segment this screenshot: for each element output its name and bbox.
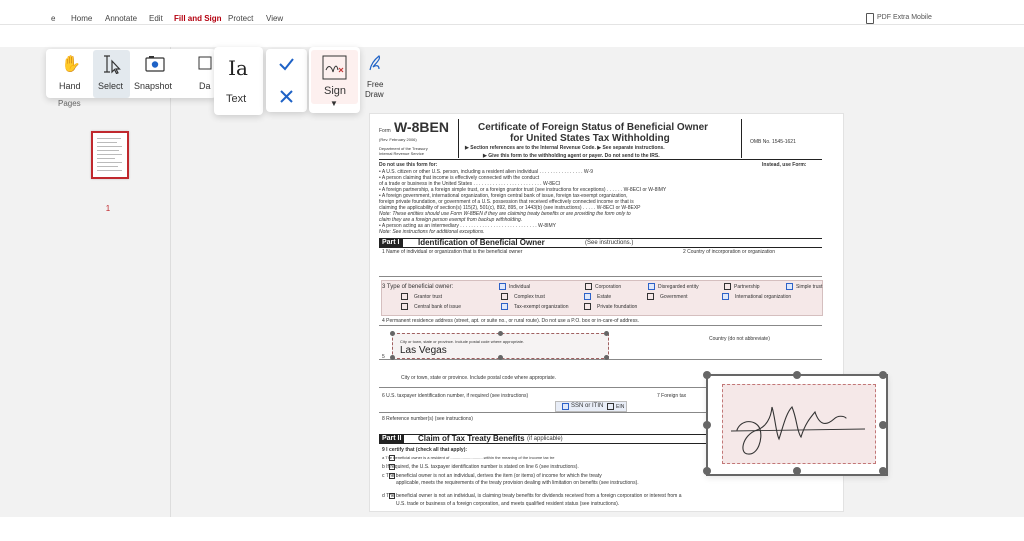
label-individual: Individual xyxy=(509,284,531,290)
text-icon: Ia xyxy=(228,56,248,80)
line-9d-continued: U.S. trade or business of a foreign corporation, and meets qualified resident status (see instructions). xyxy=(396,501,620,507)
form-title: Certificate of Foreign Status of Beneficial Owner xyxy=(478,122,709,133)
resize-handle[interactable] xyxy=(390,331,395,336)
line-9a: a The beneficial owner is a resident of ..............................within the meaning of the income tax tre xyxy=(382,455,555,460)
app-name[interactable]: PDF Extra Mobile xyxy=(877,14,932,21)
form-title-line2: for United States Tax Withholding xyxy=(510,133,670,144)
bullet-4: • A foreign partnership, a foreign simple trust, or a foreign grantor trust (see instructions for exceptions) . . . . . . W-8ECI or W-8IMY xyxy=(379,187,667,193)
date-label: Da xyxy=(199,81,211,91)
menu-fill-and-sign[interactable]: Fill and Sign xyxy=(174,14,222,23)
city-field[interactable] xyxy=(392,333,609,359)
department: Department of the Treasury xyxy=(379,146,428,151)
bullet-1: • A U.S. citizen or other U.S. person, including a resident alien individual . . . . . . . . . . . . . . . . W-9 xyxy=(379,169,593,175)
hand-icon: ✋ xyxy=(61,56,81,73)
checkbox-ein[interactable] xyxy=(607,403,614,410)
menu-bar xyxy=(0,0,1024,46)
checkbox-grantor-trust[interactable] xyxy=(401,293,408,300)
text-label: Text xyxy=(226,93,247,105)
checkbox-9b[interactable] xyxy=(389,464,395,470)
checkbox-disregarded-entity[interactable] xyxy=(648,283,655,290)
label-complex-trust: Complex trust xyxy=(514,294,545,300)
part-1-label: Part I xyxy=(379,239,403,247)
sign-label: Sign xyxy=(324,85,347,97)
part-1-header xyxy=(379,238,822,248)
select-cursor-icon xyxy=(103,54,121,74)
calendar-icon xyxy=(198,56,212,70)
city-label-2: City or town, state or province. Include postal code where appropriate. xyxy=(401,375,557,381)
line-5-label: 5 xyxy=(382,354,385,360)
checkbox-ssn[interactable] xyxy=(562,403,569,410)
resize-handle[interactable] xyxy=(879,421,887,429)
bullet-9: claim they are a foreign person exempt from backup withholding. xyxy=(379,217,523,223)
resize-handle[interactable] xyxy=(793,371,801,379)
checkbox-9c[interactable] xyxy=(389,473,395,479)
page-thumbnail[interactable] xyxy=(91,131,129,179)
free-draw-label-2: Draw xyxy=(365,90,384,99)
checkbox-partnership[interactable] xyxy=(724,283,731,290)
cross-icon[interactable] xyxy=(279,89,294,104)
line-7-label: 7 Foreign tax xyxy=(657,393,687,399)
resize-handle[interactable] xyxy=(604,355,609,360)
label-ein: EIN xyxy=(616,404,625,410)
bullet-6: foreign private foundation, or government of a U.S. possession that received effectively connected income or that is xyxy=(379,199,634,205)
line-9c: c The beneficial owner is not an individual, derives the item (or items) of income for which the treaty xyxy=(382,473,602,479)
irs-label: Internal Revenue Service xyxy=(379,151,424,156)
line-9-label: 9 I certify that (check all that apply): xyxy=(382,447,468,453)
form-number: W-8BEN xyxy=(394,119,449,135)
checkbox-complex-trust[interactable] xyxy=(501,293,508,300)
part-1-title: Identification of Beneficial Owner xyxy=(418,238,545,247)
checkbox-individual[interactable] xyxy=(499,283,506,290)
checkbox-9d[interactable] xyxy=(389,493,395,499)
free-draw-label-1: Free xyxy=(367,80,384,89)
bullet-10: • A person acting as an intermediary . . . . . . . . . . . . . . . . . . . . . . . . . . . . W-8IMY xyxy=(379,223,556,229)
form-revision: (Rev. February 2006) xyxy=(379,137,417,142)
label-corporation: Corporation xyxy=(595,284,622,290)
resize-handle[interactable] xyxy=(703,467,711,475)
give-form-note: ▶ Give this form to the withholding agent or payer. Do not send to the IRS. xyxy=(483,153,660,159)
menu-annotate[interactable]: Annotate xyxy=(105,14,138,23)
resize-handle[interactable] xyxy=(390,355,395,360)
line-4-label: 4 Permanent residence address (street, apt. or suite no., or rural route). Do not use a P.O. box or in-care-of address. xyxy=(382,318,639,324)
bullet-5: • A foreign government, international organization, foreign central bank of issue, foreign tax-exempt organization, xyxy=(379,193,628,199)
pen-icon xyxy=(367,54,383,72)
page-number: 1 xyxy=(105,204,111,213)
line-8-label: 8 Reference number(s) (see instructions) xyxy=(382,416,473,422)
menu-edit[interactable]: Edit xyxy=(149,14,163,23)
checkmark-icon[interactable] xyxy=(278,57,295,71)
label-private-foundation: Private foundation xyxy=(597,304,638,310)
signature-area[interactable] xyxy=(722,384,876,464)
checkbox-central-bank[interactable] xyxy=(401,303,408,310)
label-partnership: Partnership xyxy=(734,284,760,290)
pages-sidebar xyxy=(46,47,171,517)
resize-handle[interactable] xyxy=(879,467,887,475)
menu-file-partial[interactable]: e xyxy=(51,14,56,23)
signature-icon xyxy=(322,55,347,80)
part-1-suffix: (See instructions.) xyxy=(585,240,634,246)
checkbox-simple-trust[interactable] xyxy=(786,283,793,290)
line-3-label: 3 Type of beneficial owner: xyxy=(382,284,454,290)
line-1-label: 1 Name of individual or organization that is the beneficial owner xyxy=(382,249,523,255)
city-field-value[interactable]: Las Vegas xyxy=(400,345,447,356)
checkbox-corporation[interactable] xyxy=(585,283,592,290)
part-2-suffix: (if applicable) xyxy=(527,436,563,442)
signature-graphic xyxy=(723,385,875,463)
checkbox-estate[interactable] xyxy=(584,293,591,300)
resize-handle[interactable] xyxy=(498,331,503,336)
text-tool-panel xyxy=(214,47,263,115)
resize-handle[interactable] xyxy=(879,371,887,379)
line-9b: b If required, the U.S. taxpayer identification number is stated on line 6 (see instructions). xyxy=(382,464,579,470)
camera-icon xyxy=(145,55,165,73)
checkbox-private-foundation[interactable] xyxy=(584,303,591,310)
bottom-area xyxy=(0,517,1024,541)
bullet-8: Note: These entities should use Form W-8BEN if they are claiming treaty benefits or are providing the form only to xyxy=(379,211,631,217)
checkbox-international-organization[interactable] xyxy=(722,293,729,300)
resize-handle[interactable] xyxy=(703,421,711,429)
checkbox-9a[interactable] xyxy=(389,455,395,461)
instead-use: Instead, use Form: xyxy=(762,162,807,168)
line-2-label: 2 Country of incorporation or organization xyxy=(683,249,775,255)
sidebar-title: Pages xyxy=(58,99,81,108)
hand-label: Hand xyxy=(59,81,81,91)
bullet-7: claiming the applicability of section(s) 115(2), 501(c), 892, 895, or 1443(b) (see instructions) . . . . . W-8ECI or W-8EXP xyxy=(379,205,641,211)
form-label: Form xyxy=(379,128,391,134)
menu-view[interactable]: View xyxy=(266,14,284,23)
device-icon xyxy=(866,13,874,24)
snapshot-label: Snapshot xyxy=(134,81,173,91)
menu-protect[interactable]: Protect xyxy=(228,14,254,23)
checkbox-government[interactable] xyxy=(647,293,654,300)
bullet-3: of a trade or business in the United States . . . . . . . . . . . . . . . . . . . . . . . . . W-8ECI xyxy=(379,181,561,187)
do-not-use: Do not use this form for: xyxy=(379,162,438,168)
resize-handle[interactable] xyxy=(604,331,609,336)
line-9d: d The beneficial owner is not an individual, is claiming treaty benefits for dividends received from a foreign corporation or interest from a xyxy=(382,493,682,499)
omb-number: OMB No. 1545-1621 xyxy=(750,139,796,145)
label-grantor-trust: Grantor trust xyxy=(414,294,443,300)
resize-handle[interactable] xyxy=(498,355,503,360)
resize-handle[interactable] xyxy=(703,371,711,379)
line-9c-continued: applicable, meets the requirements of the treaty provision dealing with limitation on benefits (see instructions). xyxy=(396,480,639,486)
part-2-title: Claim of Tax Treaty Benefits xyxy=(418,434,525,443)
section-references: ▶ Section references are to the Internal Revenue Code. ▶ See separate instructions. xyxy=(465,145,665,151)
select-label: Select xyxy=(98,81,124,91)
label-tax-exempt: Tax-exempt organization xyxy=(514,304,569,310)
label-disregarded-entity: Disregarded entity xyxy=(658,284,699,290)
signature-box[interactable] xyxy=(706,374,888,476)
country-label: Country (do not abbreviate) xyxy=(709,336,770,342)
city-field-label: City or town, state or province. Include postal code where appropriate. xyxy=(400,339,525,344)
sign-dropdown-icon[interactable]: ▼ xyxy=(330,99,338,108)
menu-divider xyxy=(0,24,1024,25)
label-government: Government xyxy=(660,294,688,300)
bullet-2: • A person claiming that income is effectively connected with the conduct xyxy=(379,175,540,181)
label-central-bank: Central bank of issue xyxy=(414,304,461,310)
checkbox-tax-exempt[interactable] xyxy=(501,303,508,310)
label-estate: Estate xyxy=(597,294,612,300)
resize-handle[interactable] xyxy=(793,467,801,475)
part-2-label: Part II xyxy=(379,435,404,443)
line-6-label: 6 U.S. taxpayer identification number, if required (see instructions) xyxy=(382,393,529,399)
check-cross-panel xyxy=(266,49,307,112)
menu-home[interactable]: Home xyxy=(71,14,93,23)
label-ssn: SSN or ITIN xyxy=(571,403,604,409)
label-simple-trust: Simple trust xyxy=(796,284,823,290)
bullet-11: Note: See instructions for additional exceptions. xyxy=(379,229,485,235)
label-international-organization: International organization xyxy=(735,294,792,300)
